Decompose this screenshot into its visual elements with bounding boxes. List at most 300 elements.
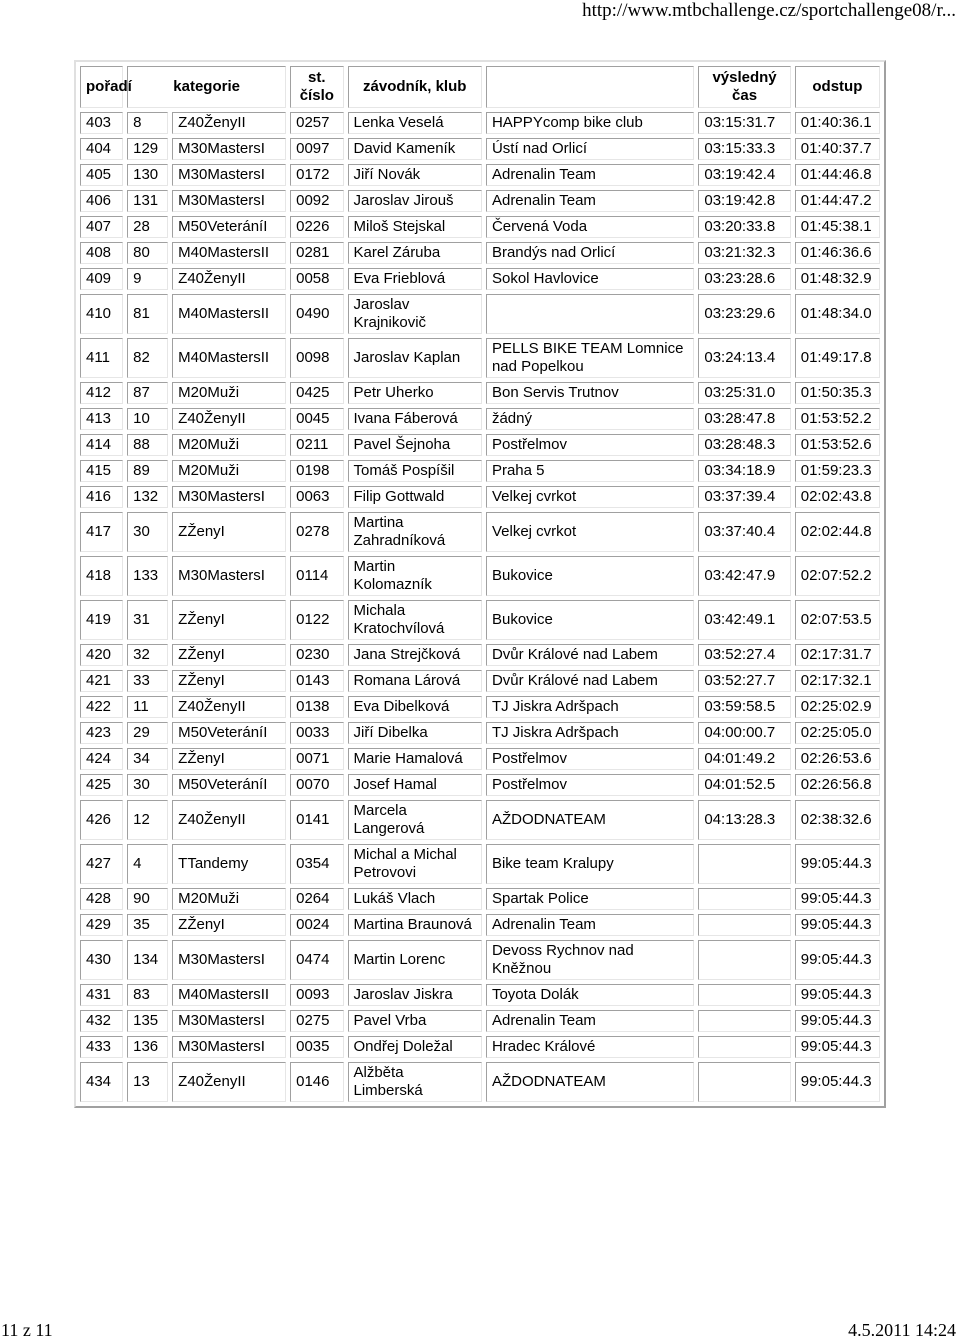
results-table [74, 60, 886, 1108]
cell-gap: 99:05:44.3 [795, 1062, 880, 1102]
cell-racer: Miloš Stejskal [348, 216, 482, 238]
cell-category-rank: 136 [127, 1036, 168, 1058]
cell-final-time [698, 844, 790, 884]
cell-final-time: 03:52:27.4 [698, 644, 790, 666]
cell-category-rank: 9 [127, 268, 168, 290]
cell-club: Devoss Rychnov nad Kněžnou [486, 940, 694, 980]
table-row [80, 600, 880, 640]
cell-start-number: 0071 [290, 748, 343, 770]
cell-final-time: 03:23:29.6 [698, 294, 790, 334]
cell-category: M30MastersI [172, 1010, 286, 1032]
cell-start-number: 0092 [290, 190, 343, 212]
cell-start-number: 0058 [290, 268, 343, 290]
cell-final-time: 03:42:47.9 [698, 556, 790, 596]
cell-gap: 01:53:52.6 [795, 434, 880, 456]
table-row [80, 434, 880, 456]
cell-club: AŽDODNATEAM [486, 1062, 694, 1102]
cell-racer: Martin Kolomazník [348, 556, 482, 596]
header-category: kategorie [127, 66, 286, 108]
cell-racer: Martina Braunová [348, 914, 482, 936]
cell-rank: 408 [80, 242, 123, 264]
cell-rank: 420 [80, 644, 123, 666]
cell-start-number: 0141 [290, 800, 343, 840]
cell-category: M50VeteráníI [172, 216, 286, 238]
cell-category: M30MastersI [172, 486, 286, 508]
cell-gap: 01:50:35.3 [795, 382, 880, 404]
cell-category-rank: 4 [127, 844, 168, 884]
cell-category-rank: 11 [127, 696, 168, 718]
cell-rank: 432 [80, 1010, 123, 1032]
cell-rank: 406 [80, 190, 123, 212]
cell-final-time: 03:37:39.4 [698, 486, 790, 508]
cell-gap: 01:40:36.1 [795, 112, 880, 134]
cell-gap: 01:44:46.8 [795, 164, 880, 186]
cell-category-rank: 31 [127, 600, 168, 640]
cell-category-rank: 13 [127, 1062, 168, 1102]
cell-club: Postřelmov [486, 748, 694, 770]
cell-rank: 415 [80, 460, 123, 482]
cell-racer: Jaroslav Jirouš [348, 190, 482, 212]
cell-category: ZŽenyI [172, 670, 286, 692]
cell-gap: 02:26:53.6 [795, 748, 880, 770]
cell-racer: Marcela Langerová [348, 800, 482, 840]
cell-category: Z40ŽenyII [172, 800, 286, 840]
cell-category: M40MastersII [172, 294, 286, 334]
cell-category-rank: 12 [127, 800, 168, 840]
cell-gap: 01:48:34.0 [795, 294, 880, 334]
cell-start-number: 0230 [290, 644, 343, 666]
cell-gap: 99:05:44.3 [795, 1010, 880, 1032]
cell-category-rank: 8 [127, 112, 168, 134]
table-row [80, 748, 880, 770]
cell-final-time: 03:20:33.8 [698, 216, 790, 238]
cell-rank: 404 [80, 138, 123, 160]
results-body [80, 112, 880, 1102]
cell-club: Adrenalin Team [486, 164, 694, 186]
table-row [80, 138, 880, 160]
cell-club: Bukovice [486, 556, 694, 596]
header-gap: odstup [795, 66, 880, 108]
cell-final-time: 03:21:32.3 [698, 242, 790, 264]
table-row [80, 408, 880, 430]
cell-club: Bike team Kralupy [486, 844, 694, 884]
cell-category: ZŽenyI [172, 512, 286, 552]
cell-racer: Jana Strejčková [348, 644, 482, 666]
cell-category: M40MastersII [172, 338, 286, 378]
results-table-container [74, 60, 886, 1108]
cell-gap: 01:53:52.2 [795, 408, 880, 430]
cell-racer: Martin Lorenc [348, 940, 482, 980]
table-row [80, 940, 880, 980]
cell-racer: Tomáš Pospíšil [348, 460, 482, 482]
cell-start-number: 0275 [290, 1010, 343, 1032]
cell-category: M30MastersI [172, 1036, 286, 1058]
cell-category-rank: 83 [127, 984, 168, 1006]
cell-final-time: 03:34:18.9 [698, 460, 790, 482]
cell-category-rank: 89 [127, 460, 168, 482]
cell-start-number: 0198 [290, 460, 343, 482]
cell-club: žádný [486, 408, 694, 430]
cell-category: Z40ŽenyII [172, 1062, 286, 1102]
cell-category: TTandemy [172, 844, 286, 884]
cell-racer: Michala Kratochvílová [348, 600, 482, 640]
cell-category: Z40ŽenyII [172, 112, 286, 134]
cell-racer: Jaroslav Krajnikovič [348, 294, 482, 334]
cell-gap: 02:26:56.8 [795, 774, 880, 796]
cell-rank: 407 [80, 216, 123, 238]
table-row [80, 722, 880, 744]
cell-start-number: 0098 [290, 338, 343, 378]
cell-club: AŽDODNATEAM [486, 800, 694, 840]
cell-gap: 01:45:38.1 [795, 216, 880, 238]
cell-gap: 01:49:17.8 [795, 338, 880, 378]
cell-category: M20Muži [172, 434, 286, 456]
header-racer-club: závodník, klub [348, 66, 482, 108]
cell-racer: Lenka Veselá [348, 112, 482, 134]
cell-start-number: 0425 [290, 382, 343, 404]
cell-category: M40MastersII [172, 242, 286, 264]
cell-final-time: 04:00:00.7 [698, 722, 790, 744]
cell-final-time: 04:01:49.2 [698, 748, 790, 770]
cell-racer: Petr Uherko [348, 382, 482, 404]
cell-racer: Josef Hamal [348, 774, 482, 796]
cell-final-time: 03:28:48.3 [698, 434, 790, 456]
table-row [80, 888, 880, 910]
cell-rank: 409 [80, 268, 123, 290]
cell-gap: 02:02:43.8 [795, 486, 880, 508]
table-row [80, 984, 880, 1006]
cell-final-time: 03:23:28.6 [698, 268, 790, 290]
cell-category: M20Muži [172, 460, 286, 482]
cell-category: M20Muži [172, 888, 286, 910]
print-footer-datetime: 4.5.2011 14:24 [848, 1320, 956, 1340]
cell-club: Postřelmov [486, 434, 694, 456]
cell-start-number: 0172 [290, 164, 343, 186]
cell-racer: David Kameník [348, 138, 482, 160]
cell-rank: 428 [80, 888, 123, 910]
cell-final-time: 03:24:13.4 [698, 338, 790, 378]
cell-gap: 99:05:44.3 [795, 844, 880, 884]
cell-start-number: 0257 [290, 112, 343, 134]
cell-racer: Eva Frieblová [348, 268, 482, 290]
cell-gap: 02:07:53.5 [795, 600, 880, 640]
cell-start-number: 0490 [290, 294, 343, 334]
cell-final-time: 04:01:52.5 [698, 774, 790, 796]
cell-club: Sokol Havlovice [486, 268, 694, 290]
cell-start-number: 0045 [290, 408, 343, 430]
cell-start-number: 0226 [290, 216, 343, 238]
table-row [80, 1010, 880, 1032]
cell-club: Postřelmov [486, 774, 694, 796]
table-row [80, 216, 880, 238]
cell-category: M50VeteráníI [172, 774, 286, 796]
cell-final-time [698, 940, 790, 980]
cell-gap: 99:05:44.3 [795, 914, 880, 936]
cell-racer: Michal a Michal Petrovovi [348, 844, 482, 884]
cell-final-time: 03:19:42.8 [698, 190, 790, 212]
cell-category: ZŽenyI [172, 748, 286, 770]
cell-category-rank: 34 [127, 748, 168, 770]
table-row [80, 914, 880, 936]
cell-category: M50VeteráníI [172, 722, 286, 744]
cell-category: Z40ŽenyII [172, 408, 286, 430]
table-row [80, 774, 880, 796]
header-empty [486, 66, 694, 108]
cell-final-time: 03:19:42.4 [698, 164, 790, 186]
cell-club: Brandýs nad Orlicí [486, 242, 694, 264]
cell-start-number: 0033 [290, 722, 343, 744]
cell-start-number: 0281 [290, 242, 343, 264]
print-header-url: http://www.mtbchallenge.cz/sportchallenge08/r... [582, 0, 956, 21]
cell-club [486, 294, 694, 334]
cell-racer: Jaroslav Kaplan [348, 338, 482, 378]
cell-category-rank: 29 [127, 722, 168, 744]
table-row [80, 242, 880, 264]
cell-club: Velkej cvrkot [486, 486, 694, 508]
cell-category-rank: 135 [127, 1010, 168, 1032]
cell-rank: 421 [80, 670, 123, 692]
cell-final-time: 03:59:58.5 [698, 696, 790, 718]
table-row [80, 1062, 880, 1102]
cell-racer: Ivana Fáberová [348, 408, 482, 430]
cell-gap: 99:05:44.3 [795, 888, 880, 910]
cell-category: M30MastersI [172, 940, 286, 980]
cell-start-number: 0474 [290, 940, 343, 980]
cell-category-rank: 88 [127, 434, 168, 456]
cell-category-rank: 81 [127, 294, 168, 334]
cell-gap: 99:05:44.3 [795, 984, 880, 1006]
header-rank: pořadí [80, 66, 123, 108]
cell-rank: 424 [80, 748, 123, 770]
cell-racer: Jiří Dibelka [348, 722, 482, 744]
cell-final-time [698, 888, 790, 910]
cell-category-rank: 32 [127, 644, 168, 666]
cell-gap: 02:07:52.2 [795, 556, 880, 596]
cell-rank: 418 [80, 556, 123, 596]
cell-club: PELLS BIKE TEAM Lomnice nad Popelkou [486, 338, 694, 378]
table-row [80, 670, 880, 692]
cell-rank: 433 [80, 1036, 123, 1058]
cell-rank: 410 [80, 294, 123, 334]
cell-gap: 02:25:02.9 [795, 696, 880, 718]
cell-rank: 417 [80, 512, 123, 552]
table-row [80, 164, 880, 186]
cell-rank: 426 [80, 800, 123, 840]
cell-category-rank: 87 [127, 382, 168, 404]
cell-final-time [698, 914, 790, 936]
cell-final-time [698, 1010, 790, 1032]
cell-category: M30MastersI [172, 164, 286, 186]
cell-rank: 429 [80, 914, 123, 936]
cell-rank: 414 [80, 434, 123, 456]
cell-gap: 02:02:44.8 [795, 512, 880, 552]
cell-racer: Filip Gottwald [348, 486, 482, 508]
cell-racer: Pavel Šejnoha [348, 434, 482, 456]
print-footer-page-counter: 11 z 11 [1, 1320, 53, 1340]
table-row [80, 294, 880, 334]
cell-rank: 423 [80, 722, 123, 744]
cell-start-number: 0063 [290, 486, 343, 508]
cell-category-rank: 30 [127, 774, 168, 796]
cell-category-rank: 133 [127, 556, 168, 596]
header-start-number: st. číslo [290, 66, 343, 108]
header-final-time: výsledný čas [698, 66, 790, 108]
table-row [80, 1036, 880, 1058]
cell-category-rank: 131 [127, 190, 168, 212]
cell-category-rank: 30 [127, 512, 168, 552]
cell-start-number: 0143 [290, 670, 343, 692]
table-header-row [80, 66, 880, 108]
cell-rank: 427 [80, 844, 123, 884]
cell-final-time: 03:25:31.0 [698, 382, 790, 404]
cell-gap: 01:59:23.3 [795, 460, 880, 482]
cell-final-time: 03:28:47.8 [698, 408, 790, 430]
cell-gap: 01:40:37.7 [795, 138, 880, 160]
cell-start-number: 0138 [290, 696, 343, 718]
cell-club: HAPPYcomp bike club [486, 112, 694, 134]
cell-club: TJ Jiskra Adršpach [486, 696, 694, 718]
cell-category: Z40ŽenyII [172, 696, 286, 718]
table-row [80, 486, 880, 508]
cell-racer: Eva Dibelková [348, 696, 482, 718]
cell-rank: 413 [80, 408, 123, 430]
cell-category-rank: 80 [127, 242, 168, 264]
cell-racer: Jaroslav Jiskra [348, 984, 482, 1006]
cell-final-time: 03:37:40.4 [698, 512, 790, 552]
cell-category-rank: 129 [127, 138, 168, 160]
cell-category: M40MastersII [172, 984, 286, 1006]
cell-racer: Alžběta Limberská [348, 1062, 482, 1102]
cell-category-rank: 35 [127, 914, 168, 936]
cell-final-time [698, 1062, 790, 1102]
cell-start-number: 0264 [290, 888, 343, 910]
cell-category-rank: 134 [127, 940, 168, 980]
cell-final-time: 03:52:27.7 [698, 670, 790, 692]
cell-category: ZŽenyI [172, 914, 286, 936]
cell-rank: 419 [80, 600, 123, 640]
table-row [80, 844, 880, 884]
cell-category: M30MastersI [172, 556, 286, 596]
table-row [80, 800, 880, 840]
cell-rank: 431 [80, 984, 123, 1006]
cell-category-rank: 132 [127, 486, 168, 508]
cell-category-rank: 28 [127, 216, 168, 238]
cell-start-number: 0097 [290, 138, 343, 160]
cell-gap: 02:17:32.1 [795, 670, 880, 692]
cell-club: Velkej cvrkot [486, 512, 694, 552]
cell-racer: Jiří Novák [348, 164, 482, 186]
cell-category-rank: 82 [127, 338, 168, 378]
table-row [80, 644, 880, 666]
cell-club: Adrenalin Team [486, 1010, 694, 1032]
cell-racer: Pavel Vrba [348, 1010, 482, 1032]
cell-start-number: 0035 [290, 1036, 343, 1058]
cell-final-time: 03:42:49.1 [698, 600, 790, 640]
cell-gap: 99:05:44.3 [795, 1036, 880, 1058]
cell-club: Hradec Králové [486, 1036, 694, 1058]
cell-gap: 02:38:32.6 [795, 800, 880, 840]
cell-club: Bukovice [486, 600, 694, 640]
cell-racer: Martina Zahradníková [348, 512, 482, 552]
cell-racer: Marie Hamalová [348, 748, 482, 770]
cell-racer: Lukáš Vlach [348, 888, 482, 910]
cell-rank: 403 [80, 112, 123, 134]
cell-racer: Romana Lárová [348, 670, 482, 692]
cell-start-number: 0278 [290, 512, 343, 552]
cell-category: ZŽenyI [172, 600, 286, 640]
cell-start-number: 0146 [290, 1062, 343, 1102]
cell-gap: 01:48:32.9 [795, 268, 880, 290]
cell-club: Adrenalin Team [486, 914, 694, 936]
cell-gap: 02:25:05.0 [795, 722, 880, 744]
table-row [80, 338, 880, 378]
cell-category-rank: 90 [127, 888, 168, 910]
cell-racer: Ondřej Doležal [348, 1036, 482, 1058]
cell-club: Dvůr Králové nad Labem [486, 644, 694, 666]
cell-rank: 430 [80, 940, 123, 980]
cell-rank: 425 [80, 774, 123, 796]
cell-category-rank: 33 [127, 670, 168, 692]
cell-final-time: 03:15:33.3 [698, 138, 790, 160]
cell-final-time [698, 1036, 790, 1058]
table-row [80, 696, 880, 718]
cell-club: Adrenalin Team [486, 190, 694, 212]
cell-rank: 411 [80, 338, 123, 378]
cell-club: Bon Servis Trutnov [486, 382, 694, 404]
table-row [80, 190, 880, 212]
cell-rank: 405 [80, 164, 123, 186]
cell-club: Toyota Dolák [486, 984, 694, 1006]
cell-rank: 412 [80, 382, 123, 404]
table-row [80, 512, 880, 552]
cell-start-number: 0354 [290, 844, 343, 884]
cell-final-time: 04:13:28.3 [698, 800, 790, 840]
cell-rank: 434 [80, 1062, 123, 1102]
cell-rank: 422 [80, 696, 123, 718]
cell-club: Ústí nad Orlicí [486, 138, 694, 160]
cell-category: Z40ŽenyII [172, 268, 286, 290]
cell-start-number: 0114 [290, 556, 343, 596]
cell-start-number: 0122 [290, 600, 343, 640]
cell-club: Praha 5 [486, 460, 694, 482]
cell-final-time: 03:15:31.7 [698, 112, 790, 134]
cell-gap: 01:44:47.2 [795, 190, 880, 212]
cell-club: TJ Jiskra Adršpach [486, 722, 694, 744]
cell-start-number: 0024 [290, 914, 343, 936]
table-row [80, 382, 880, 404]
cell-gap: 01:46:36.6 [795, 242, 880, 264]
cell-club: Dvůr Králové nad Labem [486, 670, 694, 692]
cell-racer: Karel Záruba [348, 242, 482, 264]
cell-start-number: 0211 [290, 434, 343, 456]
cell-rank: 416 [80, 486, 123, 508]
cell-final-time [698, 984, 790, 1006]
table-row [80, 268, 880, 290]
table-row [80, 556, 880, 596]
cell-start-number: 0093 [290, 984, 343, 1006]
cell-category-rank: 10 [127, 408, 168, 430]
cell-category: M30MastersI [172, 138, 286, 160]
cell-club: Spartak Police [486, 888, 694, 910]
cell-category: ZŽenyI [172, 644, 286, 666]
cell-gap: 02:17:31.7 [795, 644, 880, 666]
cell-start-number: 0070 [290, 774, 343, 796]
table-row [80, 112, 880, 134]
cell-category: M20Muži [172, 382, 286, 404]
cell-category: M30MastersI [172, 190, 286, 212]
table-row [80, 460, 880, 482]
cell-club: Červená Voda [486, 216, 694, 238]
